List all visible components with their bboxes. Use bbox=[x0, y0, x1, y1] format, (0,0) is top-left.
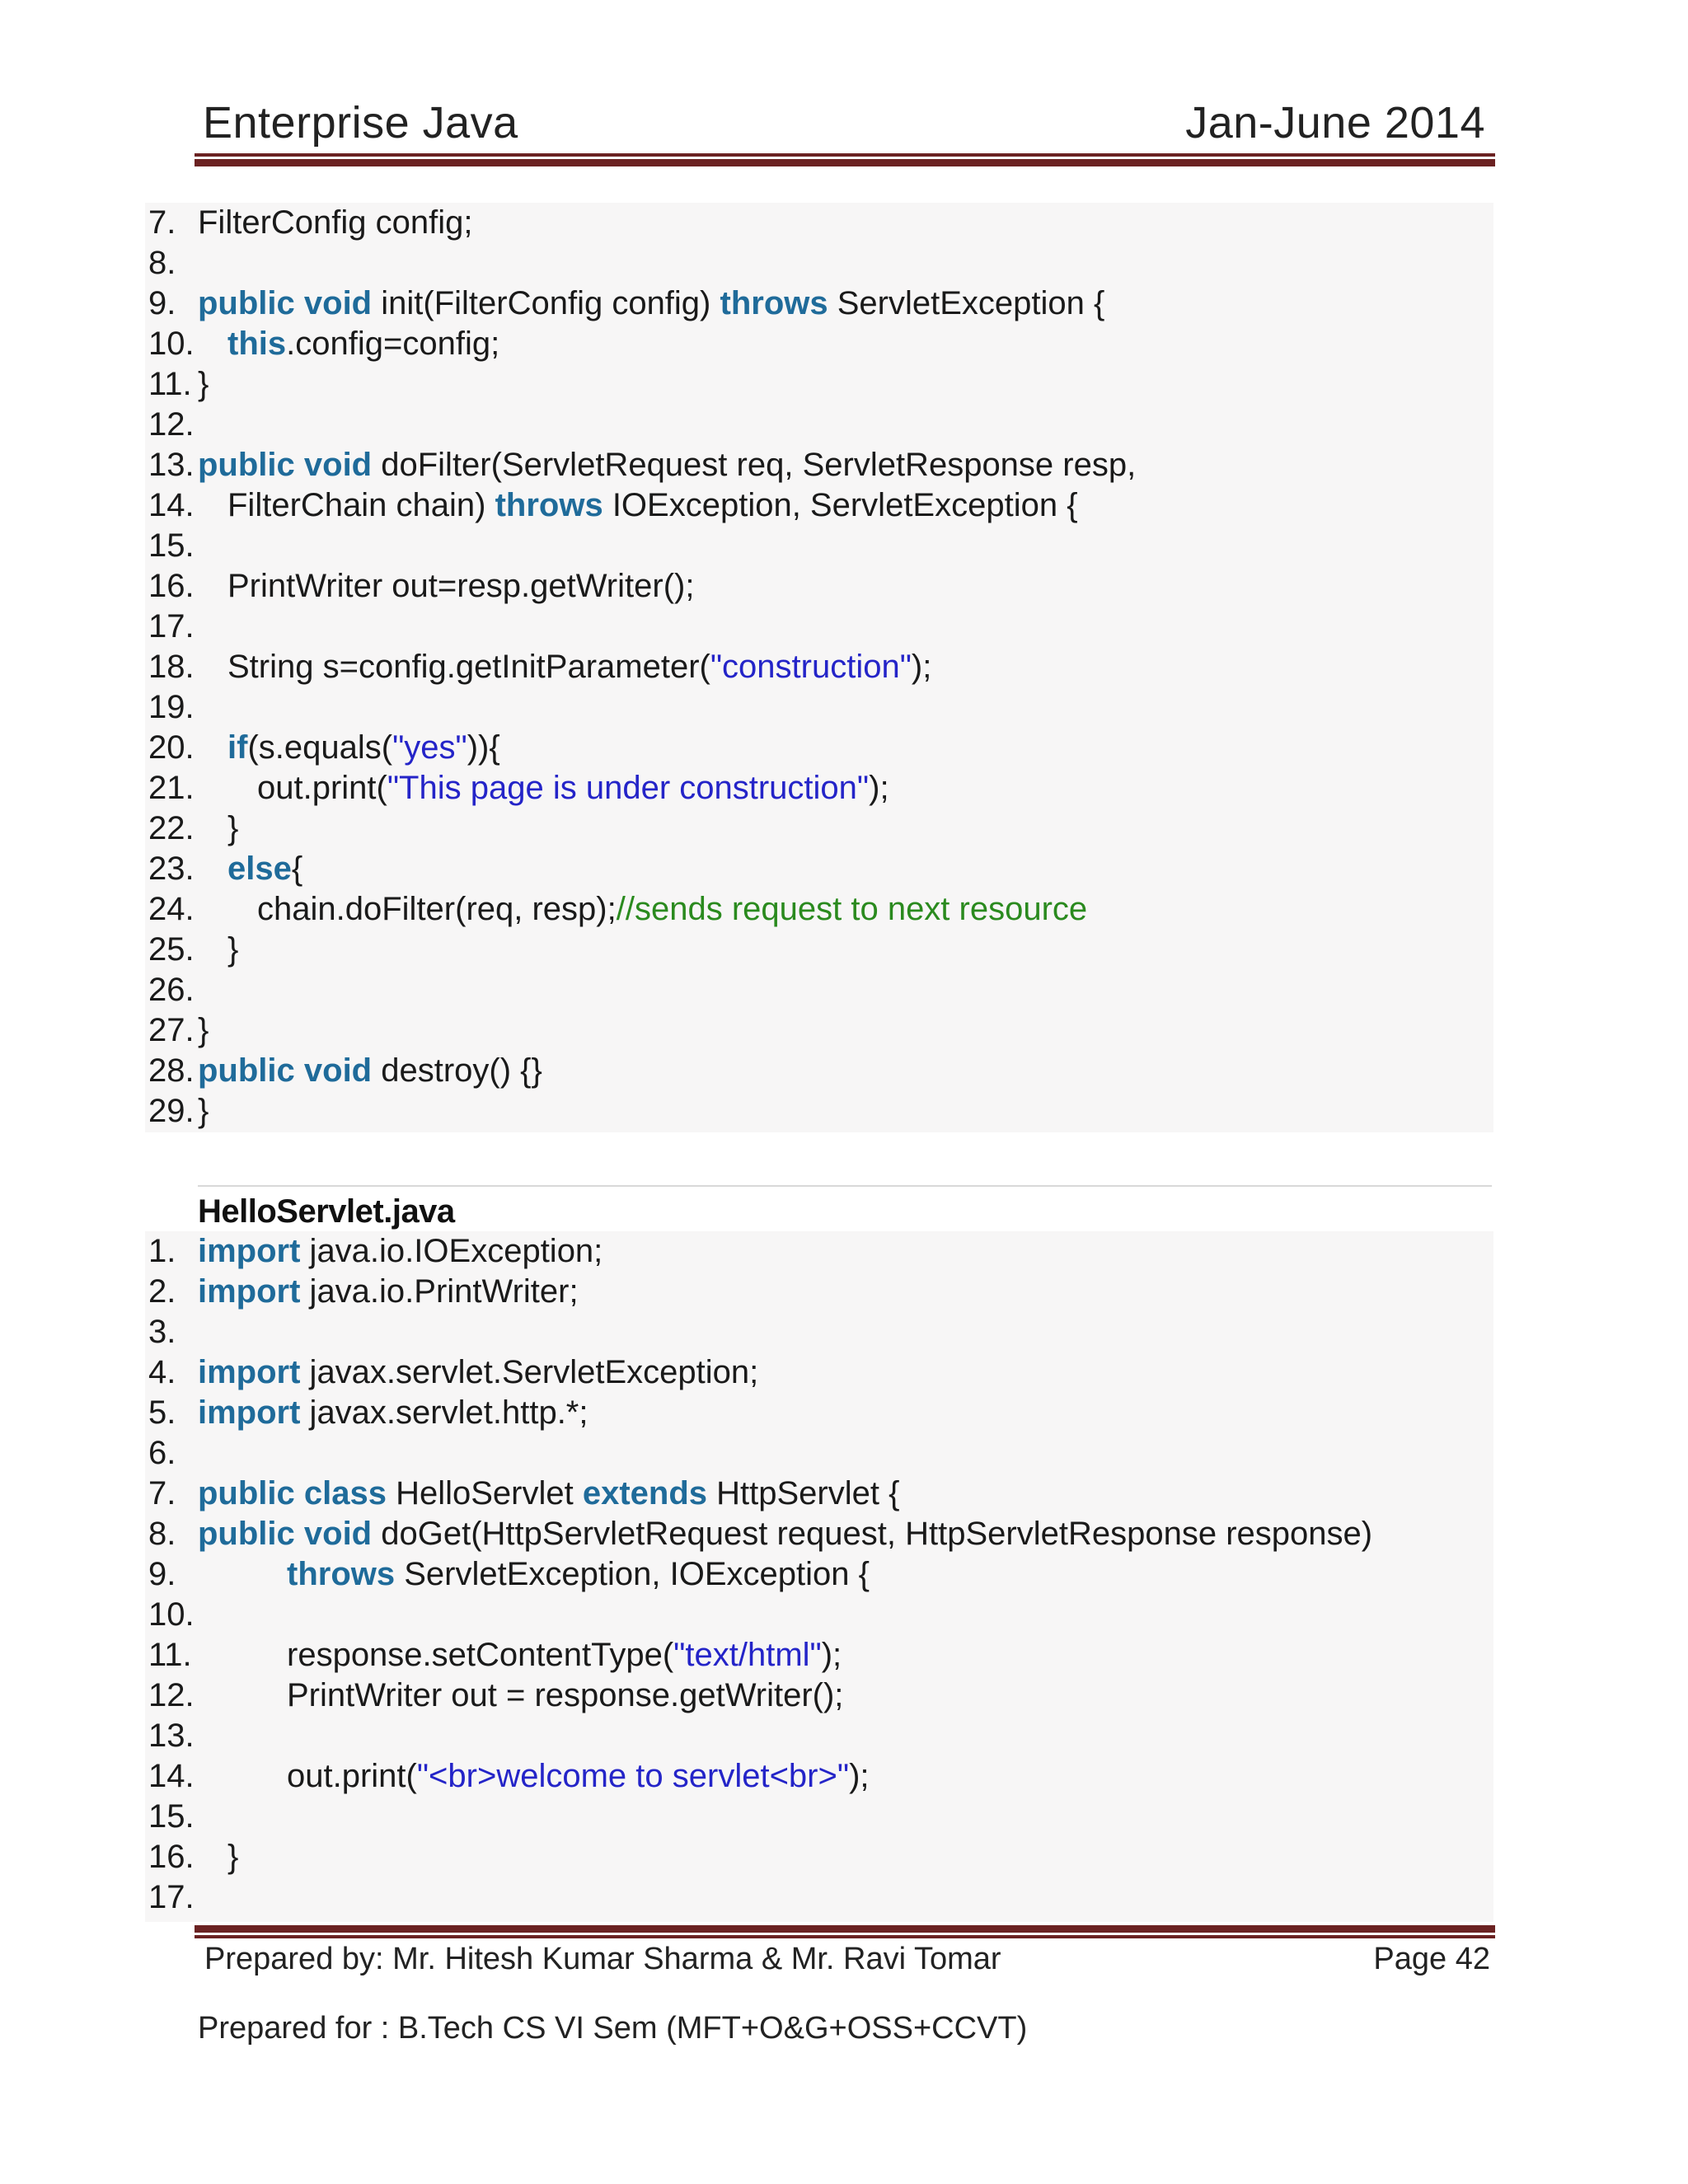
line-number: 5. bbox=[148, 1394, 176, 1431]
footer-rule-thick bbox=[195, 1925, 1495, 1933]
code-text: ServletException, IOException { bbox=[395, 1556, 870, 1592]
line-number: 15. bbox=[148, 527, 195, 564]
code-text: FilterConfig config; bbox=[198, 204, 473, 241]
line-code bbox=[198, 284, 1104, 324]
code-keyword: public class bbox=[198, 1475, 387, 1511]
line-number: 26. bbox=[148, 972, 195, 1008]
line-number: 19. bbox=[148, 689, 195, 725]
code-keyword: public void bbox=[198, 285, 373, 321]
line-number: 23. bbox=[148, 851, 195, 887]
line-number: 8. bbox=[148, 245, 176, 281]
code-text: ServletException { bbox=[828, 285, 1105, 321]
code-text: ); bbox=[869, 770, 889, 806]
line-code bbox=[198, 1272, 579, 1312]
line-number: 21. bbox=[148, 770, 195, 806]
code-text: FilterChain chain) bbox=[227, 487, 495, 523]
line-number: 2. bbox=[148, 1273, 176, 1310]
line-number: 20. bbox=[148, 729, 195, 766]
code-text: } bbox=[198, 366, 209, 402]
line-number: 22. bbox=[148, 810, 195, 846]
line-number: 27. bbox=[148, 1012, 195, 1048]
line-code bbox=[227, 728, 500, 768]
line-number: 8. bbox=[148, 1516, 176, 1552]
footer-prepared-by: Prepared by: Mr. Hitesh Kumar Sharma & Mr. Ravi Tomar bbox=[204, 1942, 1001, 1976]
line-number: 14. bbox=[148, 1758, 195, 1794]
line-code bbox=[198, 1231, 603, 1272]
code-keyword: import bbox=[198, 1273, 301, 1310]
code-string: "construction" bbox=[710, 649, 912, 685]
line-number: 11. bbox=[148, 366, 192, 402]
code-text: destroy() {} bbox=[372, 1052, 542, 1089]
line-code bbox=[198, 1091, 209, 1132]
line-number: 1. bbox=[148, 1233, 176, 1269]
code-text: javax.servlet.http.*; bbox=[300, 1394, 588, 1431]
line-number: 4. bbox=[148, 1354, 176, 1390]
page-number: Page 42 bbox=[1373, 1942, 1490, 1976]
code-text: response.setContentType( bbox=[287, 1637, 674, 1673]
line-number: 24. bbox=[148, 891, 195, 927]
code-text: chain.doFilter(req, resp); bbox=[257, 891, 617, 927]
line-number: 13. bbox=[148, 447, 195, 483]
line-code bbox=[198, 364, 209, 405]
line-code bbox=[227, 849, 302, 889]
code-keyword: throws bbox=[287, 1556, 396, 1592]
code-keyword: if bbox=[227, 729, 248, 766]
line-number: 28. bbox=[148, 1052, 195, 1089]
code-text: .config=config; bbox=[286, 326, 500, 362]
code-text: } bbox=[198, 1012, 209, 1048]
line-code bbox=[227, 566, 694, 607]
code-text: ); bbox=[849, 1758, 870, 1794]
line-code bbox=[227, 647, 931, 687]
line-code bbox=[198, 1352, 758, 1393]
line-code bbox=[227, 1837, 238, 1877]
page-header bbox=[203, 97, 1485, 155]
line-code bbox=[227, 808, 238, 849]
line-code bbox=[257, 768, 889, 808]
line-number: 7. bbox=[148, 1475, 176, 1511]
line-number: 17. bbox=[148, 608, 195, 644]
code-string: "This page is under construction" bbox=[387, 770, 870, 806]
line-code bbox=[198, 1010, 209, 1051]
line-code bbox=[287, 1756, 870, 1797]
header-rule-thin bbox=[195, 153, 1495, 157]
code-text: doFilter(ServletRequest req, ServletResponse resp, bbox=[372, 447, 1137, 483]
code-block-hello-servlet bbox=[145, 1231, 1493, 1922]
code-text: PrintWriter out=resp.getWriter(); bbox=[227, 568, 695, 604]
line-number: 12. bbox=[148, 406, 195, 443]
code-keyword: public void bbox=[198, 1516, 373, 1552]
line-number: 16. bbox=[148, 568, 195, 604]
code-keyword: public void bbox=[198, 1052, 373, 1089]
line-code bbox=[198, 445, 1136, 485]
code-keyword: else bbox=[227, 851, 292, 887]
line-number: 6. bbox=[148, 1435, 176, 1471]
section-divider bbox=[198, 1185, 1492, 1187]
code-keyword: public void bbox=[198, 447, 373, 483]
code-text: IOException, ServletException { bbox=[603, 487, 1078, 523]
line-code bbox=[287, 1554, 870, 1595]
code-text: HelloServlet bbox=[386, 1475, 583, 1511]
line-number: 7. bbox=[148, 204, 176, 241]
line-code bbox=[198, 203, 472, 243]
code-keyword: import bbox=[198, 1394, 301, 1431]
code-text: out.print( bbox=[257, 770, 387, 806]
line-code bbox=[227, 324, 499, 364]
code-block-filter bbox=[145, 203, 1493, 1132]
document-title: Enterprise Java bbox=[203, 98, 518, 148]
code-keyword: extends bbox=[582, 1475, 708, 1511]
file-title: HelloServlet.java bbox=[198, 1193, 455, 1230]
line-number: 11. bbox=[148, 1637, 192, 1673]
line-number: 29. bbox=[148, 1093, 195, 1129]
line-code bbox=[198, 1474, 899, 1514]
code-text: String s=config.getInitParameter( bbox=[227, 649, 710, 685]
code-text: ); bbox=[821, 1637, 842, 1673]
code-text: init(FilterConfig config) bbox=[372, 285, 720, 321]
line-number: 25. bbox=[148, 931, 195, 968]
code-text: HttpServlet { bbox=[707, 1475, 900, 1511]
line-code bbox=[227, 485, 1078, 526]
line-code bbox=[198, 1514, 1372, 1554]
code-text: java.io.IOException; bbox=[300, 1233, 603, 1269]
header-rule-thick bbox=[195, 159, 1495, 166]
code-text: } bbox=[227, 810, 239, 846]
line-number: 14. bbox=[148, 487, 195, 523]
footer-rule-thin bbox=[195, 1935, 1495, 1938]
line-code bbox=[198, 1393, 588, 1433]
line-number: 17. bbox=[148, 1879, 195, 1915]
code-comment: //sends request to next resource bbox=[616, 891, 1088, 927]
code-text: ); bbox=[911, 649, 932, 685]
line-number: 12. bbox=[148, 1677, 195, 1713]
code-text: out.print( bbox=[287, 1758, 417, 1794]
line-code bbox=[227, 930, 238, 970]
code-text: doGet(HttpServletRequest request, HttpServletResponse response) bbox=[372, 1516, 1373, 1552]
line-number: 16. bbox=[148, 1839, 195, 1875]
code-string: "<br>welcome to servlet<br>" bbox=[416, 1758, 850, 1794]
line-number: 13. bbox=[148, 1718, 195, 1754]
code-text: java.io.PrintWriter; bbox=[300, 1273, 579, 1310]
code-text: PrintWriter out = response.getWriter(); bbox=[287, 1677, 844, 1713]
code-text: (s.equals( bbox=[247, 729, 393, 766]
line-number: 9. bbox=[148, 1556, 176, 1592]
code-text: } bbox=[227, 931, 239, 968]
document-term: Jan-June 2014 bbox=[1185, 98, 1485, 148]
line-number: 18. bbox=[148, 649, 195, 685]
line-number: 15. bbox=[148, 1798, 195, 1835]
code-keyword: this bbox=[227, 326, 287, 362]
code-keyword: throws bbox=[720, 285, 828, 321]
code-text: } bbox=[227, 1839, 239, 1875]
code-text: )){ bbox=[467, 729, 500, 766]
line-number: 10. bbox=[148, 326, 195, 362]
line-code bbox=[198, 1051, 542, 1091]
code-text: } bbox=[198, 1093, 209, 1129]
code-text: { bbox=[291, 851, 303, 887]
code-string: "text/html" bbox=[673, 1637, 822, 1673]
line-code bbox=[287, 1675, 843, 1716]
code-keyword: import bbox=[198, 1354, 301, 1390]
code-text: javax.servlet.ServletException; bbox=[300, 1354, 759, 1390]
line-code bbox=[257, 889, 1087, 930]
footer-prepared-for: Prepared for : B.Tech CS VI Sem (MFT+O&G+OSS+CCVT) bbox=[198, 2011, 1028, 2046]
code-string: "yes" bbox=[392, 729, 467, 766]
line-number: 9. bbox=[148, 285, 176, 321]
code-keyword: import bbox=[198, 1233, 301, 1269]
line-number: 10. bbox=[148, 1596, 195, 1633]
line-number: 3. bbox=[148, 1314, 176, 1350]
code-keyword: throws bbox=[495, 487, 603, 523]
line-code bbox=[287, 1635, 842, 1675]
